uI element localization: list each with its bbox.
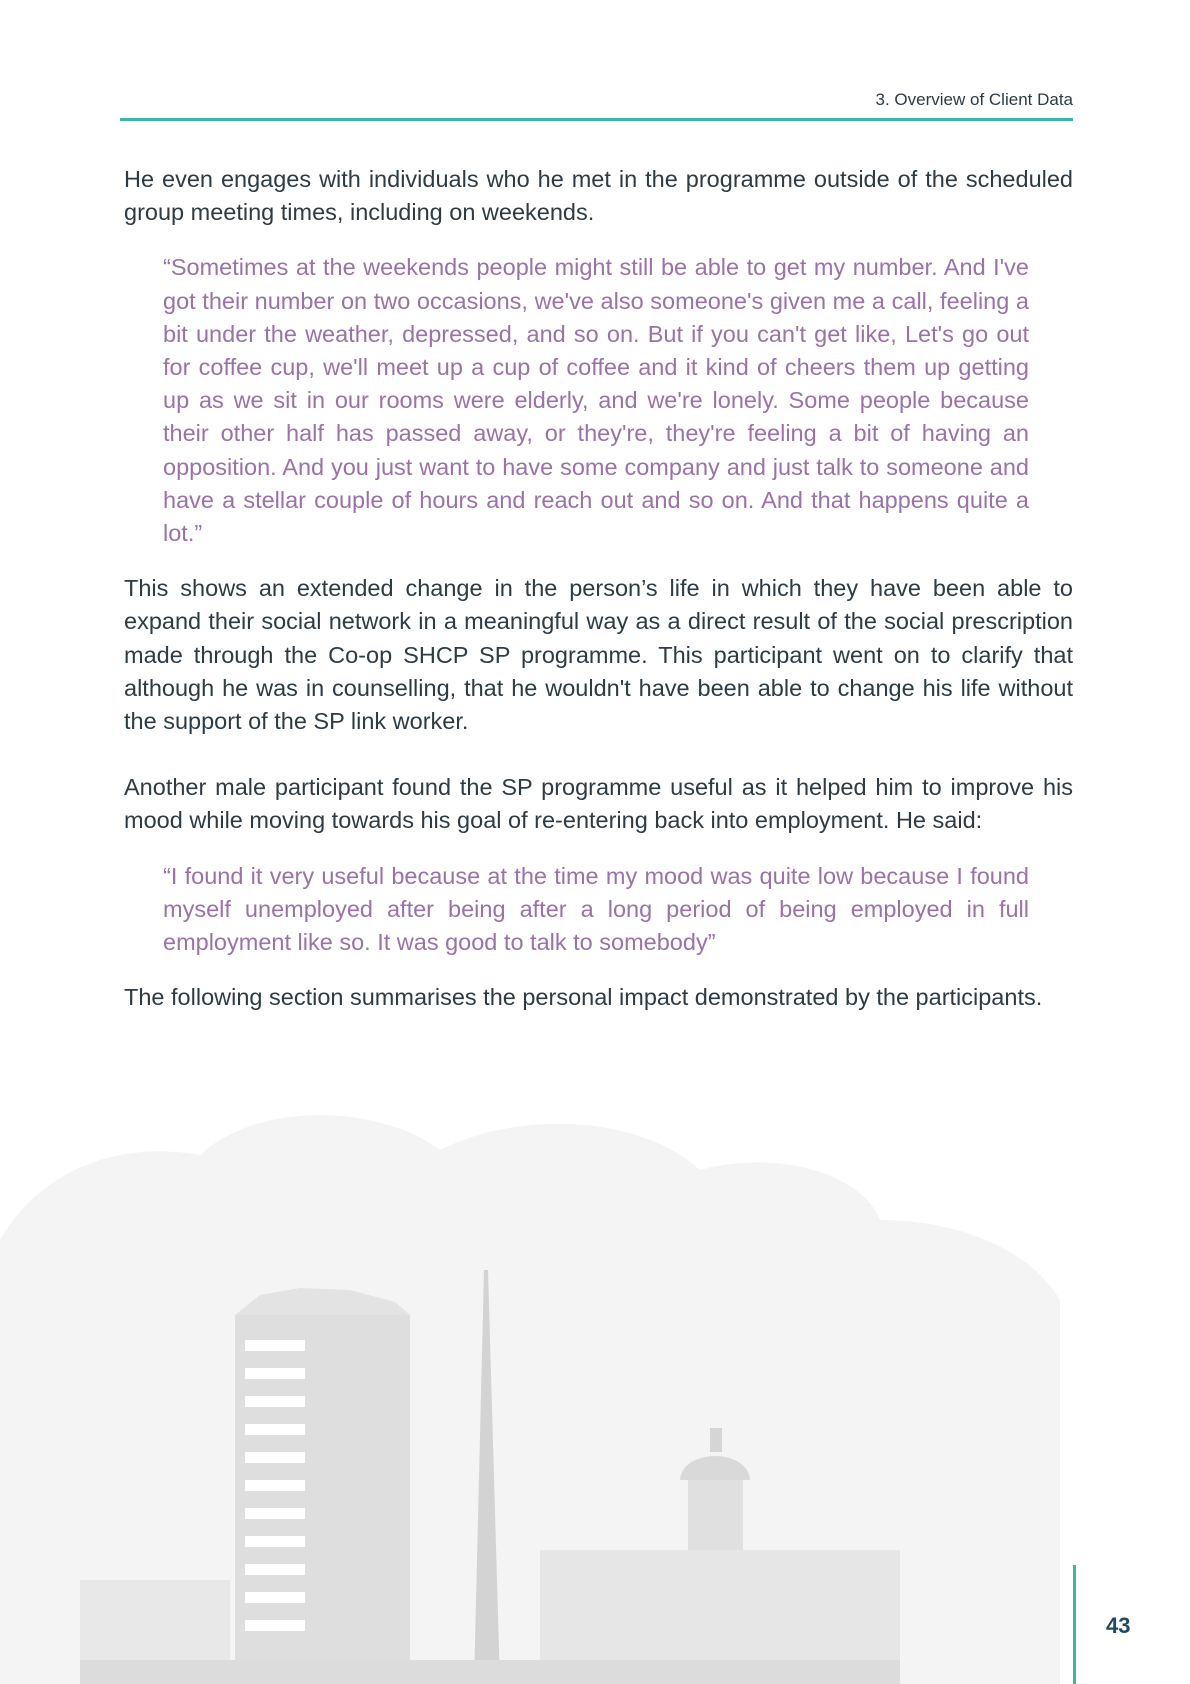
quote-unemployed: “I found it very useful because at the time my mood was quite low because I found myself unemployed after being after a long period of being employed in full employment like so. It was good to talk to somebody” <box>163 862 1029 956</box>
section-title: 3. Overview of Client Data <box>875 90 1073 109</box>
paragraph-mood-employment: Another male participant found the SP programme useful as it helped him to improve his mood while moving towards his goal of re-entering back into employment. He said: <box>124 774 1073 834</box>
page-number: 43 <box>1106 1613 1131 1638</box>
paragraph-summary: The following section summarises the personal impact demonstrated by the participants. <box>124 984 1043 1011</box>
paragraph-social-network: This shows an extended change in the person’s life in which they have been able to expand their social network in a meaningful way as a direct result of the social prescription made through the Co-op SHCP SP programme. This participant went on to clarify that although he was in counselling, that he wouldn't have been able to change his life without the support of the SP link worker. <box>124 575 1073 735</box>
quote-weekends: “Sometimes at the weekends people might still be able to get my number. And I've got their number on two occasions, we've also someone's given me a call, feeling a bit under the weather, depressed, and so on. But if you can't get like, Let's go out for coffee cup, we'll meet up a cup of coffee and it kind of cheers them up getting up as we sit in our rooms were elderly, and we're lonely. Some people because their other half has passed away, or they're, they're feeling a bit of having an opposition. And you just want to have some company and just talk to someone and have a stellar couple of hours and reach out and so on. And that happens quite a lot.” <box>163 254 1029 547</box>
dome-drum <box>688 1480 743 1550</box>
footer-divider <box>1073 1565 1076 1684</box>
paragraph-weekend-engagement: He even engages with individuals who he met in the programme outside of the scheduled group meeting times, including on weekends. <box>124 166 1073 226</box>
paragraph-spacer <box>124 738 1073 771</box>
dublin-skyline-illustration <box>0 1110 1190 1684</box>
building-base <box>80 1660 900 1684</box>
dome-lantern <box>710 1428 722 1452</box>
main-content <box>124 163 1073 1014</box>
header-divider <box>120 118 1073 121</box>
